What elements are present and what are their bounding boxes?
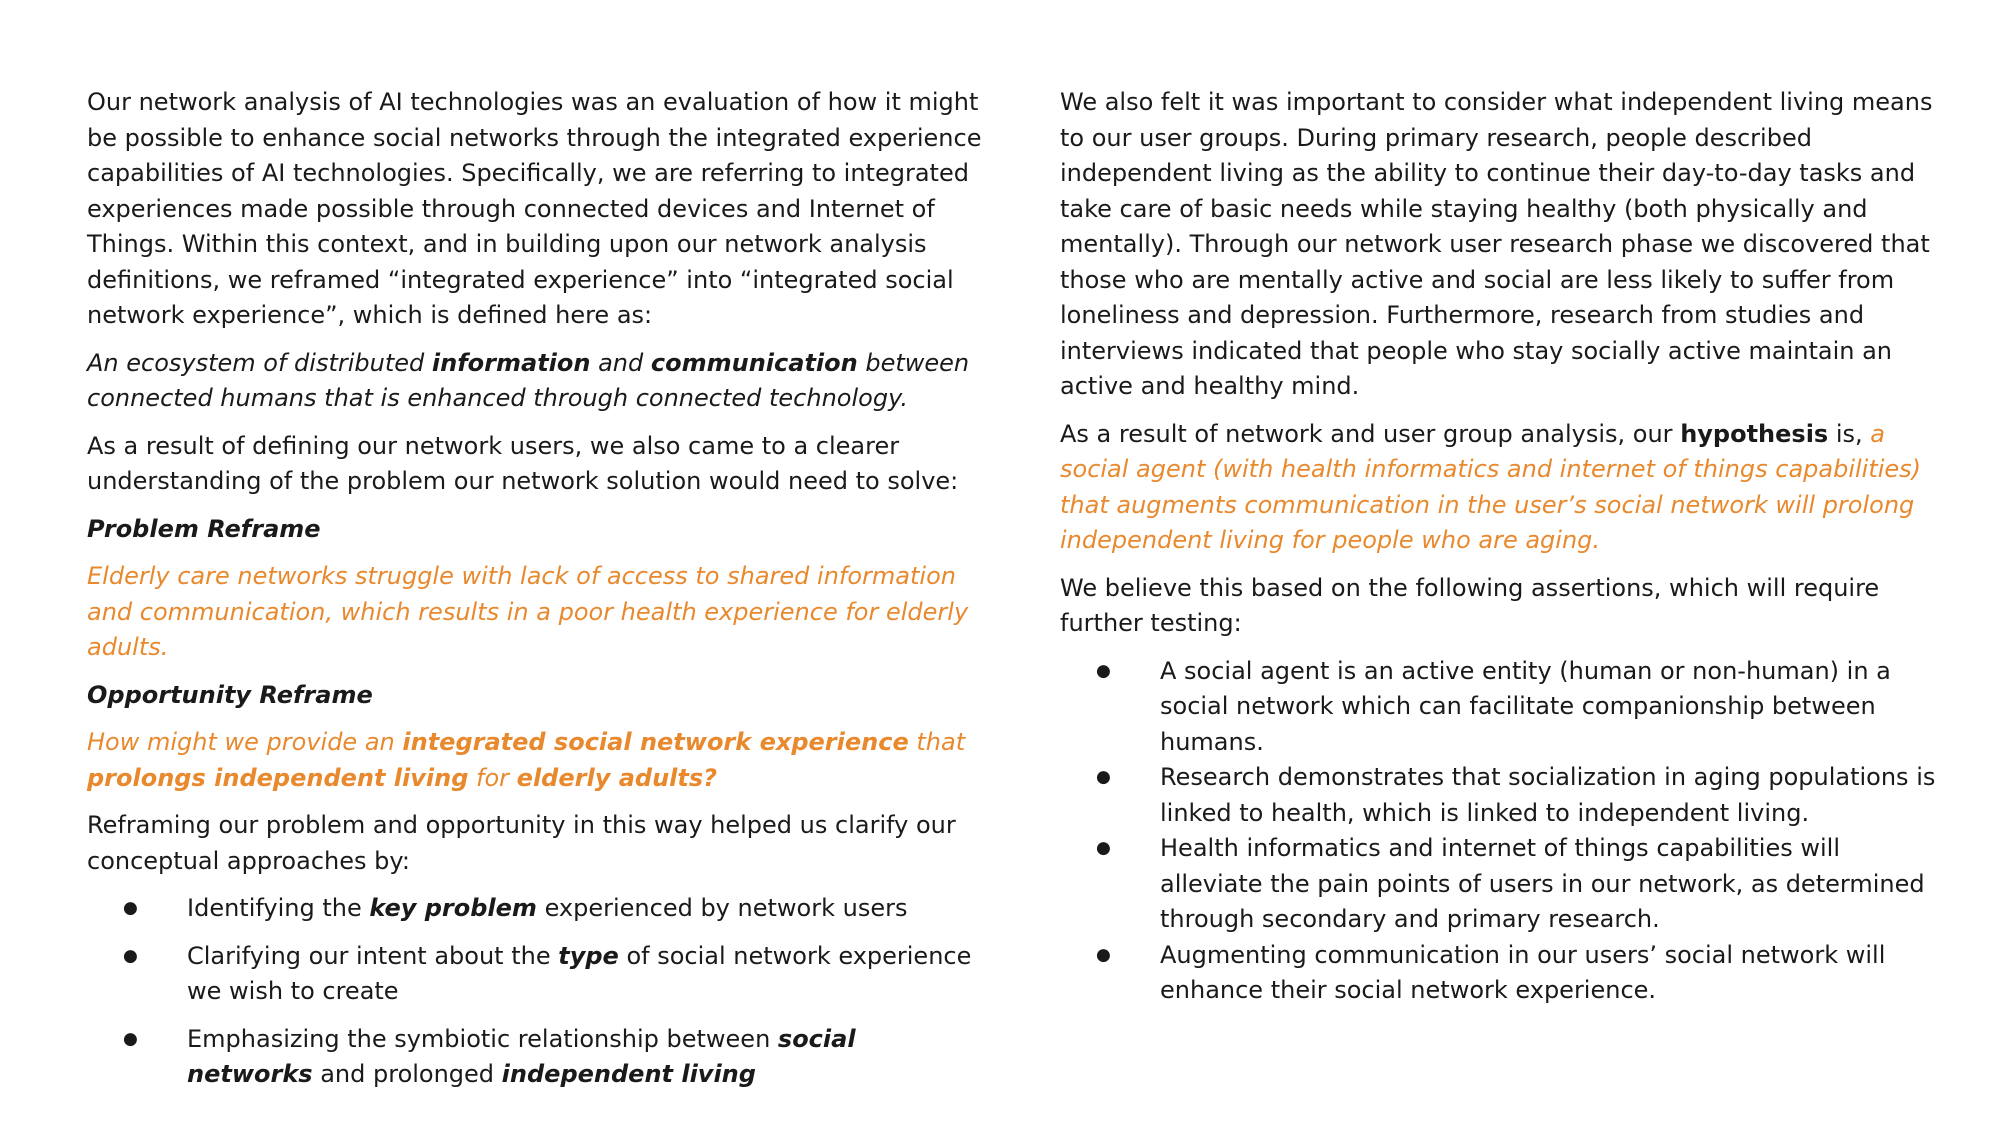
- list-bold: key problem: [369, 894, 537, 922]
- list-item: ● Health informatics and internet of things capabilities will alleviate the pain points of users in our network, as determined through secondary and primary research.: [1060, 831, 1940, 938]
- list-item: [87, 891, 987, 927]
- list-item: [87, 939, 987, 1010]
- list-text: Clarifying our intent about the: [187, 941, 559, 970]
- list-text: and prolonged: [312, 1060, 502, 1088]
- hypothesis-bold: hypothesis: [1680, 419, 1829, 448]
- hypothesis-paragraph: [1060, 417, 1940, 559]
- opportunity-bold-prolongs: prolongs independent living: [87, 763, 469, 792]
- believe-paragraph: We believe this based on the following assertions, which will require further testing:: [1060, 573, 1880, 637]
- list-item: ● Research demonstrates that socialization in aging populations is linked to health, which is linked to independent living.: [1060, 760, 1940, 831]
- opportunity-reframe-heading: Opportunity Reframe: [87, 680, 373, 709]
- reframing-paragraph: Reframing our problem and opportunity in this way helped us clarify our conceptual approaches by:: [87, 811, 956, 875]
- opportunity-text: for: [468, 763, 517, 792]
- definition-bold-communication: communication: [650, 348, 858, 377]
- definition-text: between connected humans that is enhanced through connected technology.: [87, 348, 970, 412]
- approach-list: [87, 891, 987, 1093]
- hypothesis-text: is,: [1828, 419, 1871, 448]
- list-item: [87, 1022, 987, 1093]
- list-text: of social network experience we wish to create: [187, 941, 972, 1005]
- independent-living-paragraph: We also felt it was important to consider what independent living means to our user groups. During primary research, people described independent living as the ability to continue their day-to-day tasks and take care of basic needs while staying healthy (both physically and mentally). Through our network user research phase we discovered that those who are mentally active and social are less likely to suffer from loneliness and depression. Furthermore, research from studies and interviews indicated that people who stay socially active maintain an active and healthy mind.: [1060, 88, 1933, 400]
- list-item: ● Augmenting communication in our users’ social network will enhance their social network experience.: [1060, 938, 1940, 1009]
- opportunity-text: How might we provide an: [87, 728, 403, 756]
- network-users-paragraph: As a result of defining our network users, we also came to a clearer understanding of the problem our network solution would need to solve:: [87, 431, 959, 495]
- opportunity-bold-integrated: integrated social network experience: [402, 728, 909, 756]
- list-text: experienced by network users: [536, 894, 908, 922]
- problem-reframe-text: Elderly care networks struggle with lack of access to shared information and communication, which results in a poor health experience for elderly adults.: [87, 562, 969, 661]
- definition-text: An ecosystem of distributed: [87, 348, 432, 377]
- assertions-list: [1060, 654, 1940, 1009]
- list-item: ● A social agent is an active entity (human or non-human) in a social network which can facilitate companionship between humans.: [1060, 654, 1940, 761]
- opportunity-text: that: [908, 728, 966, 756]
- opportunity-reframe-text: [87, 725, 987, 796]
- opportunity-bold-elderly: elderly adults?: [516, 763, 718, 792]
- list-bold: independent living: [501, 1060, 756, 1088]
- definition-bold-information: information: [431, 348, 591, 377]
- right-column: [1060, 85, 1940, 1021]
- definition-paragraph: [87, 346, 987, 417]
- list-text: Identifying the: [187, 894, 370, 922]
- hypothesis-text: As a result of network and user group analysis, our: [1060, 419, 1681, 448]
- list-bold: type: [558, 941, 619, 970]
- list-bold: social networks: [187, 1024, 856, 1088]
- definition-text: and: [590, 348, 651, 377]
- intro-paragraph: Our network analysis of AI technologies was an evaluation of how it might be possible to enhance social networks through the integrated experience capabilities of AI technologies. Specifically, we are referring to integrated experiences made possible through connected devices and Internet of Things. Within this context, and in building upon our network analysis definitions, we reframed “integrated experience” into “integrated social network experience”, which is defined here as:: [87, 88, 982, 329]
- left-column: [87, 85, 987, 1105]
- hypothesis-statement: a social agent (with health informatics and internet of things capabilities) that augments communication in the user’s social network will prolong independent living for people who are aging.: [1060, 419, 1922, 554]
- list-text: Emphasizing the symbiotic relationship between: [187, 1024, 778, 1053]
- problem-reframe-heading: Problem Reframe: [87, 514, 321, 543]
